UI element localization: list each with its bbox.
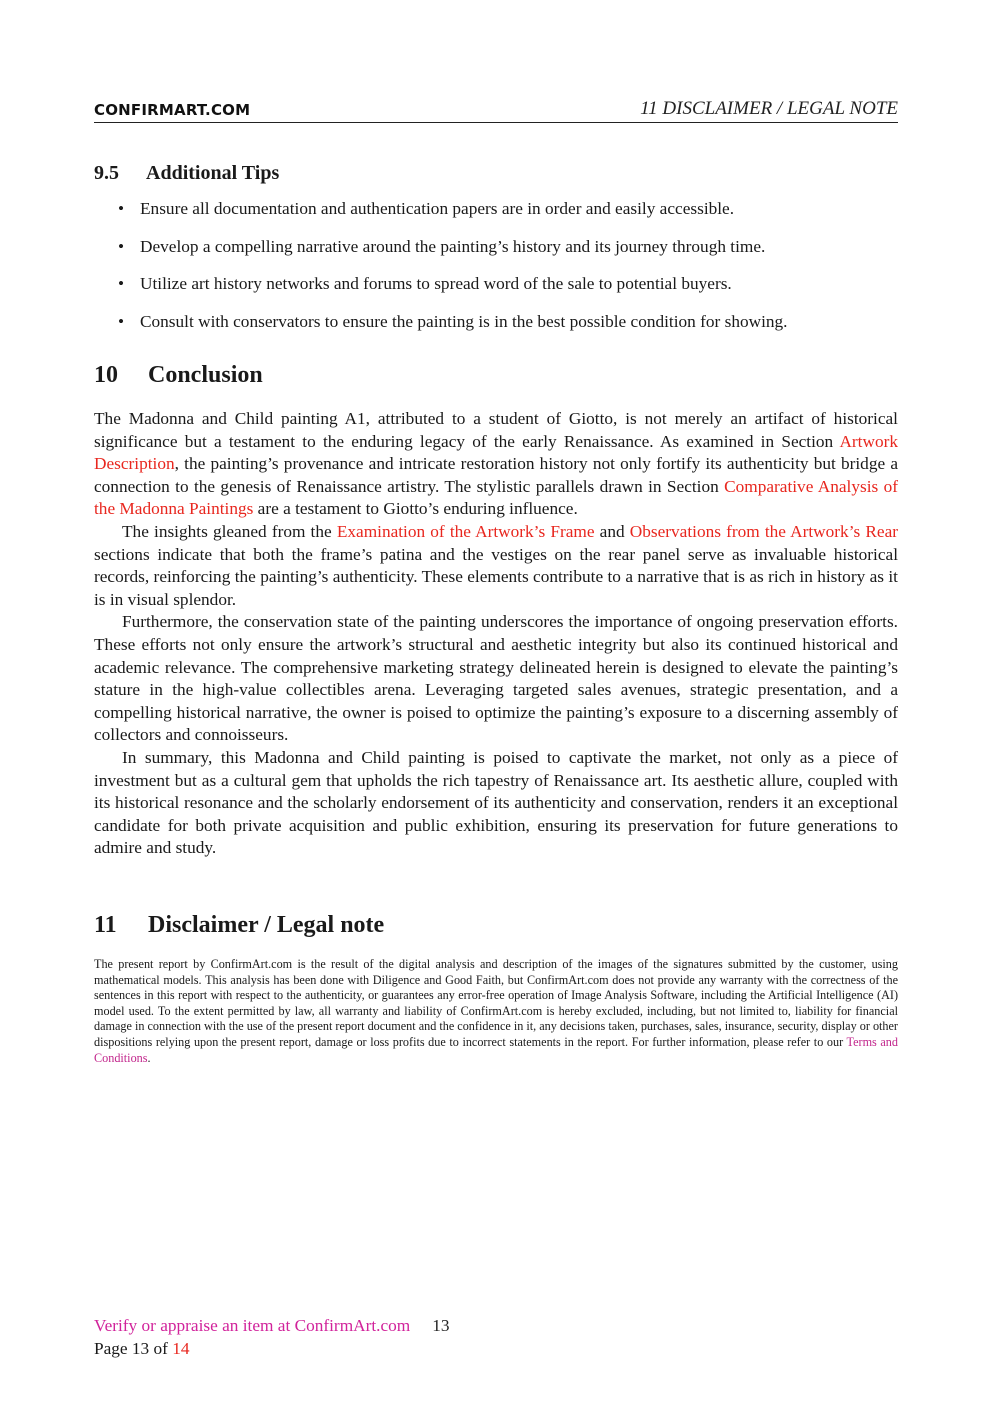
section-title: Conclusion — [148, 362, 263, 388]
paragraph: In summary, this Madonna and Child painting is poised to captivate the market, not only as a piece of investment but as a cultural gem that upholds the rich tapestry of Renaissance art. Its aesthetic allure, coupled with its historical resonance and the scholarly endorsement of its authenticity and conservation, renders it an exceptional candidate for both private acquisition and public exhibition, ensuring its preservation for future generations to admire and study. — [94, 747, 898, 858]
verify-link[interactable]: Verify or appraise an item at ConfirmArt.com — [94, 1316, 411, 1335]
total-pages-link[interactable]: 14 — [172, 1339, 190, 1358]
link-comparative-analysis[interactable]: Comparative Analysis of the Madonna Paintings — [94, 476, 898, 519]
section-11-heading — [94, 912, 384, 939]
paragraph: Furthermore, the conservation state of the painting underscores the importance of ongoing preservation efforts. These efforts not only ensure the artwork’s structural and aesthetic integrity but also its continued historical and academic relevance. The comprehensive marketing strategy delineated herein is designed to elevate the painting’s stature in the high-value collectibles arena. Leveraging targeted sales avenues, strategic presentation, and a compelling historical narrative, the owner is poised to optimize the painting’s exposure to a discerning assembly of collectors and connoisseurs. — [94, 612, 898, 745]
text-run: and — [594, 521, 630, 541]
text-run: . — [147, 1050, 151, 1065]
list-item: • Develop a compelling narrative around the painting’s history and its journey through time. — [94, 236, 898, 274]
link-frame-examination[interactable]: Examination of the Artwork’s Frame — [336, 521, 595, 541]
terms-link[interactable]: Terms and Conditions — [94, 1034, 898, 1065]
legal-note — [94, 957, 898, 1066]
list-item: • Utilize art history networks and forums to spread word of the sale to potential buyers. — [94, 273, 898, 311]
section-10-heading — [94, 362, 263, 389]
text-run: The Madonna and Child painting A1, attributed to a student of Giotto, is not merely an artifact of historical significance but a testament to the enduring legacy of the early Renaissance. As examined in Section — [94, 409, 898, 451]
text-run: The present report by ConfirmArt.com is the result of the digital analysis and description of the images of the signatures submitted by the customer, using mathematical models. This analysis has been done with Diligence and Good Faith, but ConfirmArt.com does not provide any warranty with the correctness of the sentences in this report with respect to the authenticity, or guarantees any error-free operation of Image Analysis Software, including the Artificial Intelligence (AI) model used. To the extent permitted by law, all warranty and liability of ConfirmArt.com is hereby excluded, including, but not limited to, liability for financial damage in connection with the use of the present report document and the confidence in it, any decisions taken, purchases, sales, insurance, security, display or other dispositions relying upon the present report, damage or loss profits due to incorrect statements in the report. For further information, please refer to our — [94, 957, 898, 1049]
text-run: The insights gleaned from the — [122, 521, 337, 541]
section-title: Additional Tips — [146, 162, 280, 184]
list-item: • Consult with conservators to ensure the painting is in the best possible condition for showing. — [94, 311, 898, 349]
confirmart-logo: CONFIRMART.COM — [94, 101, 251, 119]
page-count-label: Page 13 of — [94, 1339, 173, 1358]
section-title: Disclaimer / Legal note — [148, 912, 385, 938]
link-artwork-description[interactable]: Artwork Description — [94, 431, 898, 474]
section-number: 11 — [94, 912, 117, 938]
text-run: sections indicate that both the frame’s patina and the vestiges on the rear panel serve as invaluable historical records, reinforcing the painting’s authenticity. These elements contribute to a narrative that is as rich in history as it is in visual splendor. — [94, 544, 898, 609]
page-header — [94, 96, 898, 123]
page-number: 13 — [432, 1316, 450, 1335]
paragraph — [94, 521, 898, 611]
tips-list — [94, 198, 898, 349]
conclusion-body — [94, 408, 898, 860]
section-number: 10 — [94, 362, 118, 388]
section-number: 9.5 — [94, 162, 119, 184]
list-item: • Ensure all documentation and authentication papers are in order and easily accessible. — [94, 198, 898, 236]
link-rear-observations[interactable]: Observations from the Artwork’s Rear — [629, 521, 898, 541]
paragraph — [94, 408, 898, 521]
running-title: 11 DISCLAIMER / LEGAL NOTE — [640, 98, 898, 119]
page-footer — [94, 1314, 450, 1360]
text-run: are a testament to Giotto’s enduring influence. — [253, 499, 578, 519]
text-run: , the painting’s provenance and intricate restoration history not only fortify its authenticity but bridge a connection to the genesis of Renaissance artistry. The stylistic parallels drawn in Section — [94, 454, 898, 496]
section-9-5-heading — [94, 162, 279, 185]
